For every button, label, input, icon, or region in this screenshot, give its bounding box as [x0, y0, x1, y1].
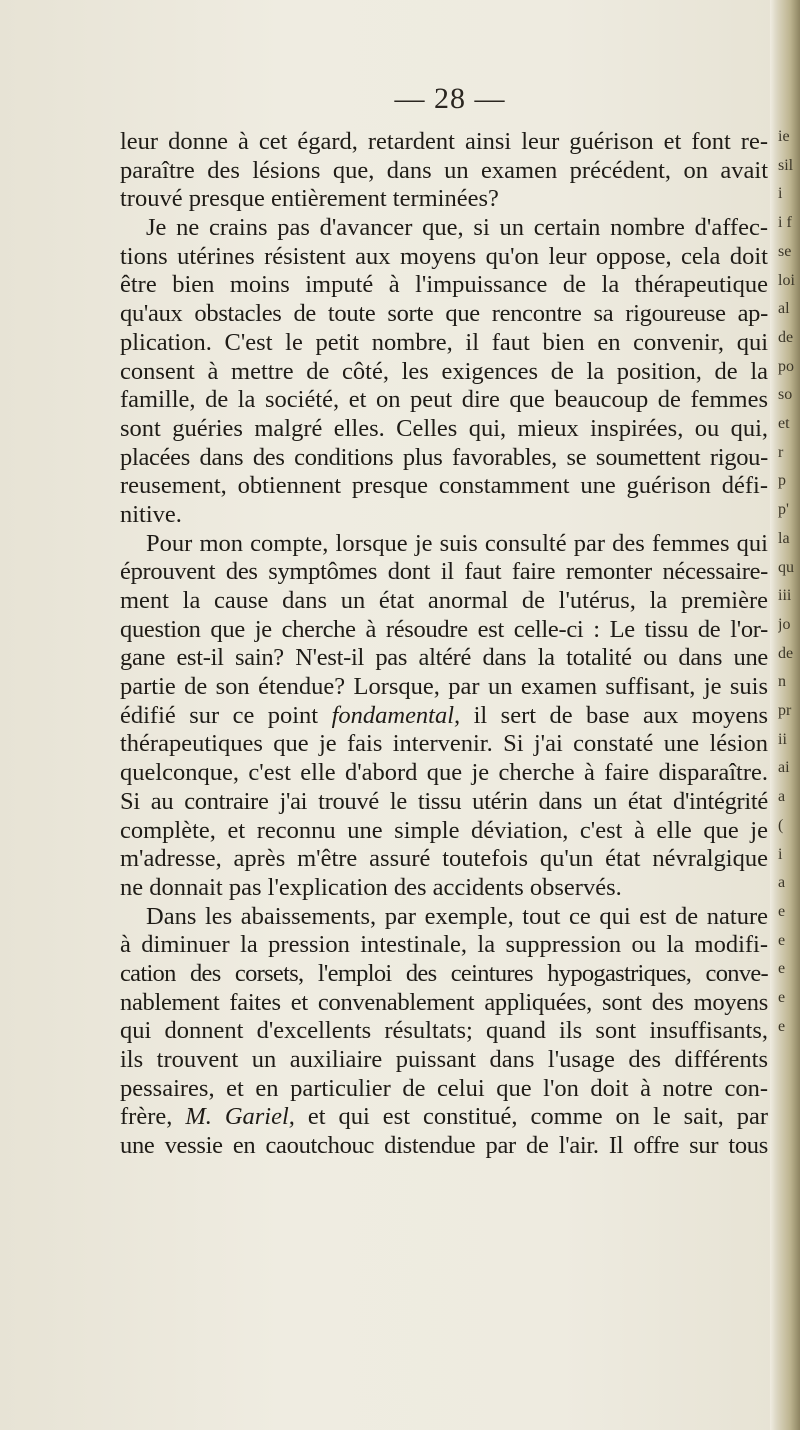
facing-page-glyph: e	[778, 931, 786, 949]
text-line: être bien moins imputé à l'impuissance de la thérapeutique	[120, 271, 768, 299]
text-line: éprouvent des symptômes dont il faut faire remonter nécessaire-	[120, 558, 768, 586]
text-line: tions utérines résistent aux moyens qu'on leur oppose, cela doit	[120, 242, 768, 270]
text-line-with-emphasis	[120, 702, 768, 731]
text-line: qui donnent d'excellents résultats; quand ils sont insuffisants,	[120, 1017, 768, 1045]
page-gutter-shadow	[770, 0, 778, 1430]
text-line: consent à mettre de côté, les exigences de la position, de la	[120, 357, 768, 385]
emphasized-term: fondamental,	[331, 701, 461, 729]
facing-page-glyph: e	[778, 989, 786, 1006]
text-line: Je ne crains pas d'avancer que, si un certain nombre d'affec-	[146, 214, 768, 242]
text-line: pessaires, et en particulier de celui que l'on doit à notre con-	[120, 1074, 768, 1102]
text-line: ment la cause dans un état anormal de l'utérus, la première	[120, 587, 768, 614]
text-line: partie de son étendue? Lorsque, par un examen suffisant, je suis	[120, 673, 768, 701]
text-line: trouvé presque entièrement terminées?	[120, 185, 499, 213]
facing-page-glyph: la	[778, 529, 790, 547]
text-line: à diminuer la pression intestinale, la suppression ou la modifi-	[120, 931, 768, 959]
facing-page-glyph: de	[778, 644, 794, 662]
emphasized-name: M. Gariel,	[185, 1103, 295, 1131]
text-line: nitive.	[120, 500, 182, 528]
facing-page-glyph: so	[778, 386, 793, 404]
text-line: une vessie en caoutchouc distendue par de l'air. Il offre sur tous	[120, 1132, 768, 1160]
facing-page-glyph: a	[778, 874, 786, 892]
facing-page-glyph: (	[778, 816, 784, 834]
text-line: qu'aux obstacles de toute sorte que rencontre sa rigoureuse ap-	[120, 300, 768, 328]
facing-page-glyph: e	[778, 902, 786, 920]
text-line: leur donne à cet égard, retardent ainsi leur guérison et font re-	[120, 128, 768, 155]
text-fragment: il sert de base aux moyens	[473, 701, 769, 729]
facing-page-edge	[778, 0, 800, 1430]
facing-page-glyph: qu	[778, 558, 794, 576]
facing-page-glyph: e	[778, 960, 786, 978]
facing-page-glyph: iii	[778, 587, 792, 605]
text-fragment: et qui est constitué, comme on le sait, par	[307, 1103, 769, 1131]
facing-page-glyph: i f	[778, 214, 792, 232]
text-line: cation des corsets, l'emploi des ceintures hypogastriques, conve-	[120, 959, 768, 987]
facing-page-glyph: n	[778, 673, 786, 691]
facing-page-glyph: sil	[778, 156, 794, 174]
facing-page-glyph: de	[778, 328, 794, 346]
text-fragment: frère,	[120, 1103, 173, 1131]
text-line: question que je cherche à résoudre est celle-ci : Le tissu de l'or-	[120, 615, 768, 643]
facing-page-glyph: p'	[778, 501, 789, 519]
text-line: reusement, obtiennent presque constamment une guérison défi-	[120, 472, 768, 500]
facing-page-glyph: i	[778, 185, 783, 203]
facing-page-glyph: a	[778, 788, 786, 806]
text-line: nablement faites et convenablement appliquées, sont des moyens	[120, 988, 768, 1016]
text-line: Si au contraire j'ai trouvé le tissu utérin dans un état d'intégrité	[120, 787, 768, 815]
facing-page-glyph: al	[778, 300, 790, 318]
facing-page-glyph: r	[778, 443, 784, 461]
text-line: Dans les abaissements, par exemple, tout ce qui est de nature	[146, 902, 768, 930]
text-line: m'adresse, après m'être assuré toutefois qu'un état névralgique	[120, 845, 768, 873]
text-line: placées dans des conditions plus favorables, se soumettent rigou-	[120, 443, 768, 471]
text-line: sont guéries malgré elles. Celles qui, mieux inspirées, ou qui,	[120, 414, 768, 442]
text-line: plication. C'est le petit nombre, il faut bien en convenir, qui	[120, 328, 768, 356]
text-line: ne donnait pas l'explication des accidents observés.	[120, 873, 622, 901]
facing-page-glyph: pr	[778, 702, 792, 719]
page-number: — 28 —	[394, 82, 506, 115]
facing-page-glyph: et	[778, 415, 790, 432]
text-line-with-emphasis	[120, 1103, 768, 1132]
facing-page-glyph: ai	[778, 759, 790, 777]
facing-page-glyph: jo	[778, 615, 791, 633]
text-line: paraître des lésions que, dans un examen précédent, on avait	[120, 156, 768, 184]
text-line: Pour mon compte, lorsque je suis consulté par des femmes qui	[146, 529, 768, 557]
facing-page-glyph: e	[778, 1017, 786, 1035]
facing-page-glyph: ie	[778, 128, 790, 145]
text-line: famille, de la société, et on peut dire que beaucoup de femmes	[120, 386, 768, 414]
text-line: quelconque, c'est elle d'abord que je cherche à faire disparaître.	[120, 759, 768, 787]
facing-page-glyph: p	[778, 472, 786, 490]
text-line: complète, et reconnu une simple déviation, c'est à elle que je	[120, 816, 768, 844]
text-line: ils trouvent un auxiliaire puissant dans l'usage des différents	[120, 1046, 768, 1073]
facing-page-glyph: i	[778, 845, 783, 863]
facing-page-glyph: po	[778, 357, 794, 375]
text-line: gane est-il sain? N'est-il pas altéré dans la totalité ou dans une	[120, 644, 768, 672]
facing-page-glyph: ii	[778, 730, 787, 748]
text-line: thérapeutiques que je fais intervenir. Si j'ai constaté une lésion	[120, 730, 768, 758]
body-text	[120, 128, 768, 1161]
facing-page-glyph: loi	[778, 271, 795, 289]
text-fragment: édifié sur ce point	[120, 701, 319, 729]
facing-page-glyph: se	[778, 242, 792, 260]
